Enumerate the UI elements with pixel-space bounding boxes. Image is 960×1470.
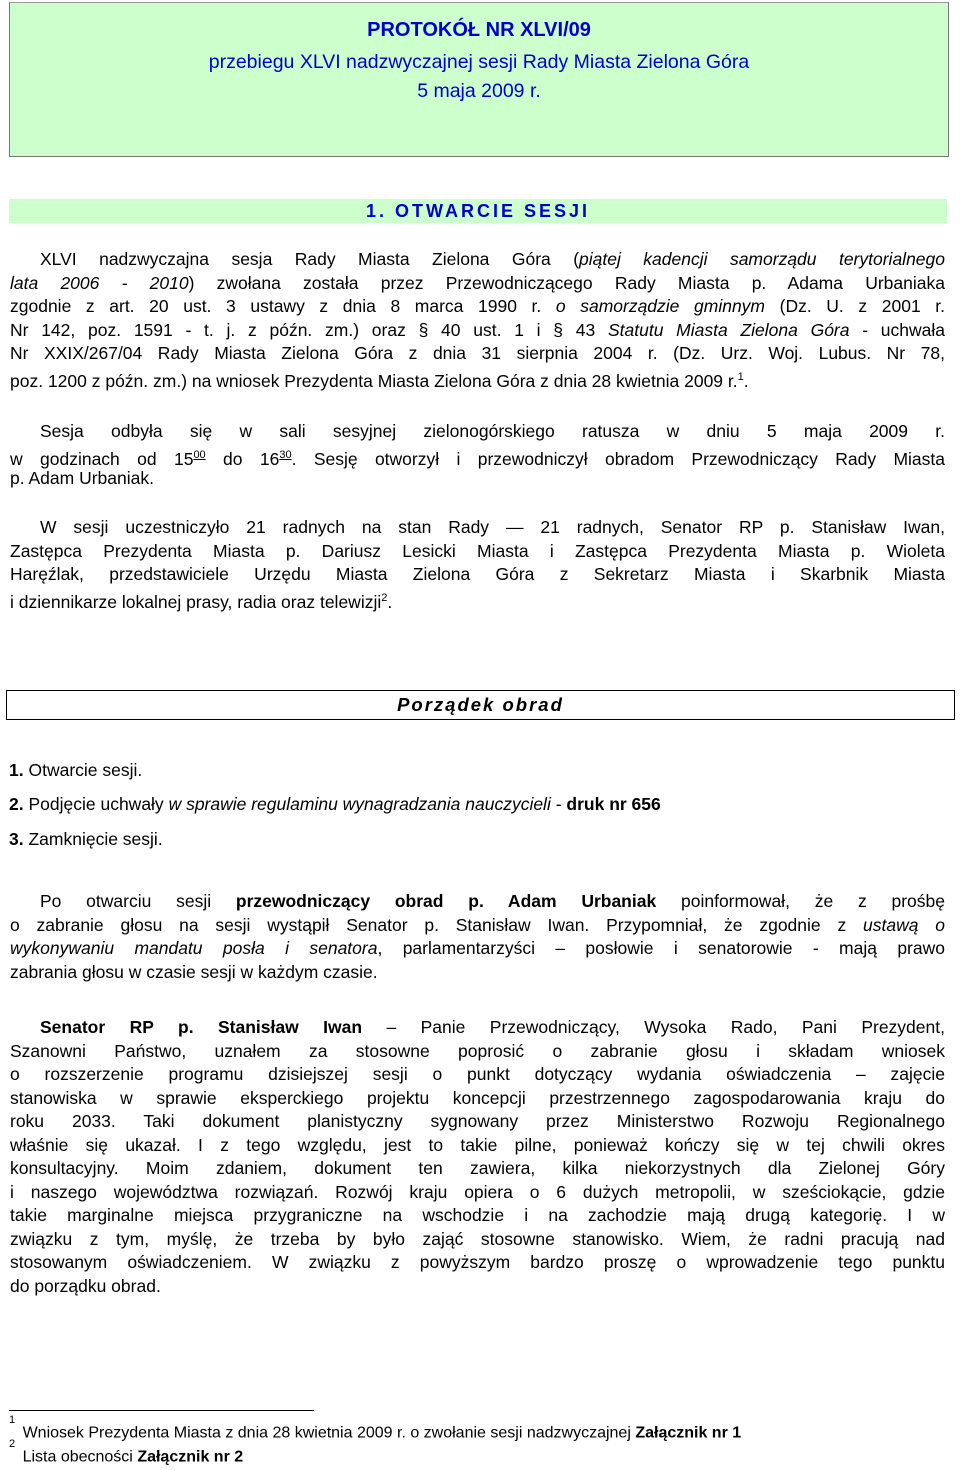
- text-line: W sesji uczestniczyło 21 radnych na stan Rady — 21 radnych, Senator RP p. Stanisław Iwan,: [40, 517, 945, 537]
- text-line: Senator RP p. Stanisław Iwan – Panie Przewodniczący, Wysoka Rado, Pani Prezydent,: [40, 1017, 945, 1037]
- paragraph-attendance: [10, 516, 945, 610]
- text-line: do porządku obrad.: [10, 1275, 161, 1296]
- header-box: [9, 2, 949, 157]
- protocol-date: 5 maja 2009 r.: [417, 80, 541, 102]
- text-line: XLVI nadzwyczajna sesja Rady Miasta Zielona Góra (piątej kadencji samorządu terytorialnego: [40, 249, 945, 269]
- text-line: Szanowni Państwo, uznałem za stosowne poprosić o zabranie głosu i składam wniosek: [10, 1040, 945, 1061]
- paragraph-opening: [10, 248, 945, 389]
- text-line: konsultacyjny. Moim zdaniem, dokument ten zawiera, kilka niekorzystnych dla Zielonej Góry: [10, 1158, 945, 1178]
- text-line: Nr XXIX/267/04 Rady Miasta Zielona Góra z dnia 31 sierpnia 2004 r. (Dz. Urz. Woj. Lubus. Nr 78,: [10, 343, 945, 363]
- text-line: o rozszerzenie programu dzisiejszej sesji o punkt dotyczący wydania oświadczenia – zajęcie: [10, 1064, 945, 1084]
- agenda-item: 2. Podjęcie uchwały w sprawie regulaminu wynagradzania nauczycieli - druk nr 656: [9, 794, 661, 814]
- text-line: zabrania głosu w czasie sesji w każdym czasie.: [10, 961, 378, 982]
- text-line: lata 2006 - 2010) zwołana została przez Przewodniczącego Rady Miasta p. Adama Urbaniaka: [10, 272, 945, 293]
- footnote: $^2$ Lista obecności Załącznik nr 2: [9, 1438, 244, 1466]
- text-line: zgodnie z art. 20 ust. 3 ustawy z dnia 8 marca 1990 r. o samorządzie gminnym (Dz. U. z 2001 r.: [10, 296, 946, 316]
- text-line: i dziennikarze lokalnej prasy, radia oraz telewizji$^2$.: [10, 591, 393, 612]
- agenda-item: 1. Otwarcie sesji.: [9, 760, 143, 780]
- text-line: wykonywaniu mandatu posła i senatora, parlamentarzyści – posłowie i senatorowie - mają prawo: [10, 938, 945, 958]
- agenda-heading: Porządek obrad: [6, 690, 955, 720]
- text-line: związku z tym, myślę, że trzeba by było zająć stosowne stanowisko. Wiem, że radni pracują nad: [10, 1228, 945, 1249]
- section-heading-otwarcie: 1. OTWARCIE SESJI: [9, 199, 947, 223]
- text-line: stosowanym oświadczeniem. W związku z powyższym bardzo proszę o wprowadzenie tego punktu: [10, 1252, 945, 1272]
- text-line: w godzinach od $15^{00}$ do $16^{30}$. Sesję otworzył i przewodniczył obradom Przewodniczący Rady Miasta: [10, 448, 945, 469]
- text-line: poz. 1200 z późn. zm.) na wniosek Prezydenta Miasta Zielona Góra z dnia 28 kwietnia 2009 r.$^1$.: [10, 370, 749, 391]
- text-line: p. Adam Urbaniak.: [10, 468, 154, 488]
- paragraph-session-time: [10, 420, 945, 491]
- agenda-item: 3. Zamknięcie sesji.: [9, 829, 163, 849]
- footnote-divider: [9, 1410, 314, 1411]
- paragraph-senator-speech: [10, 1016, 945, 1298]
- text-line: roku 2033. Taki dokument planistyczny sygnowany przez Ministerstwo Rozwoju Regionalnego: [10, 1111, 945, 1131]
- text-line: Nr 142, poz. 1591 - t. j. z późn. zm.) oraz § 40 ust. 1 i § 43 Statutu Miasta Zielona Góra - uchwała: [10, 319, 945, 340]
- text-line: Po otwarciu sesji przewodniczący obrad p. Adam Urbaniak poinformował, że z prośbę: [40, 891, 945, 911]
- protocol-subtitle: przebiegu XLVI nadzwyczajnej sesji Rady Miasta Zielona Góra: [208, 51, 750, 73]
- text-line: Sesja odbyła się w sali sesyjnej zielonogórskiego ratusza w dniu 5 maja 2009 r.: [40, 421, 945, 441]
- text-line: o zabranie głosu na sesji wystąpił Senator p. Stanisław Iwan. Przypomniał, że zgodnie z ustawą o: [10, 914, 945, 935]
- protocol-title: PROTOKÓŁ NR XLVI/09: [367, 19, 591, 41]
- text-line: takie marginalne miejsca przygraniczne na wschodzie i na zachodzie mają drugą kategorię. I w: [10, 1205, 945, 1225]
- text-line: Haręźlak, przedstawiciele Urzędu Miasta Zielona Góra z Sekretarz Miasta i Skarbnik Miasta: [10, 564, 945, 584]
- paragraph-chair: [10, 890, 945, 984]
- footnote: $^1$ Wniosek Prezydenta Miasta z dnia 28 kwietnia 2009 r. o zwołanie sesji nadzwyczajnej Załącznik nr 1: [9, 1414, 742, 1442]
- text-line: Zastępca Prezydenta Miasta p. Dariusz Lesicki Miasta i Zastępca Prezydenta Miasta p. Wioleta: [10, 540, 945, 561]
- text-line: stanowiska w sprawie eksperckiego projektu koncepcji przestrzennego zagospodarowania kraju do: [10, 1087, 945, 1108]
- text-line: i naszego województwa rozwiązań. Rozwój kraju opiera o 6 dużych metropolii, w sześciokącie, gdzie: [10, 1181, 945, 1202]
- text-line: właśnie się ukazał. I z tego względu, jest to takie pilne, ponieważ kończy się w tej chwili okres: [10, 1134, 945, 1155]
